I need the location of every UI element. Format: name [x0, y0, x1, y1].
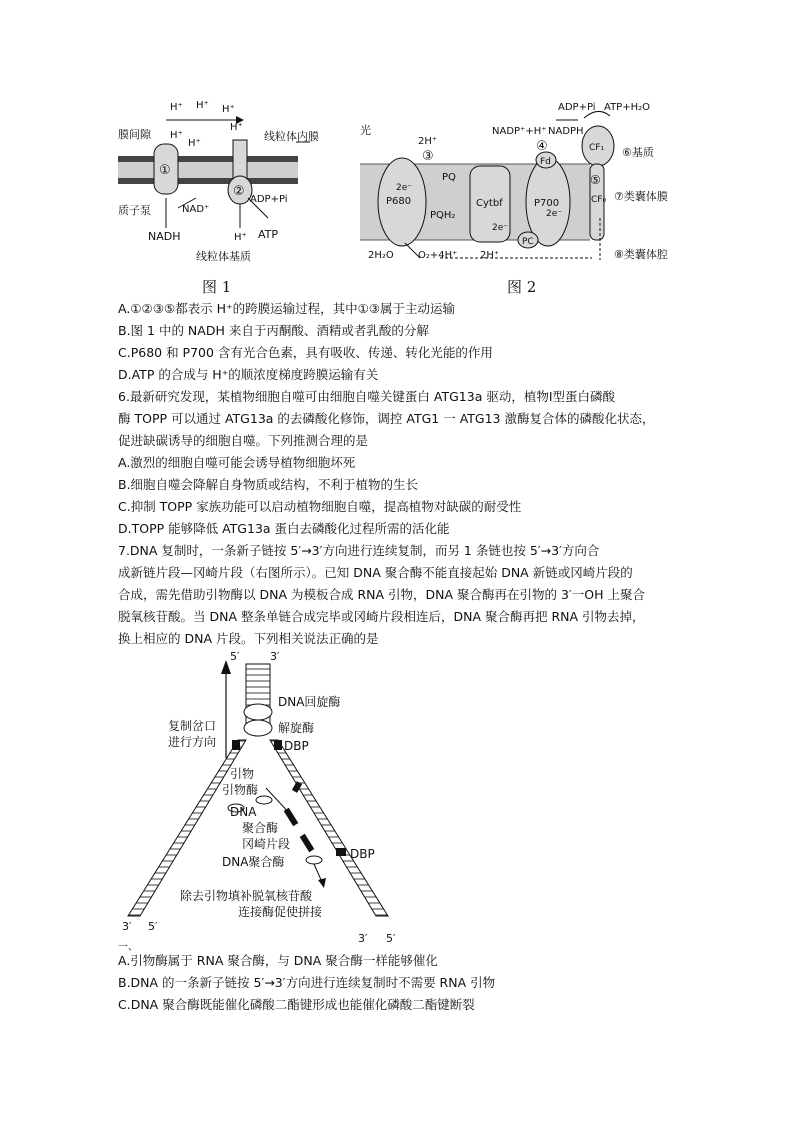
electron-label: 2e⁻: [396, 183, 413, 193]
bottom-right-3-prime: 3′: [358, 932, 368, 945]
top-5-prime: 5′: [230, 650, 240, 663]
q6-option-b: B.细胞自噬会降解自身物质或结构，不利于植物的生长: [118, 477, 419, 492]
p680-label: P680: [386, 196, 412, 207]
adp-label: ADP+Pi: [558, 102, 596, 113]
dbp-label: DBP: [284, 739, 309, 753]
oxygen-label: O₂+4H⁺: [418, 250, 458, 261]
q7-option-a: A.引物酶属于 RNA 聚合酶，与 DNA 聚合酶一样能够催化: [118, 953, 438, 968]
q7-option-c: C.DNA 聚合酶既能催化磷酸二酯键形成也能催化磷酸二酯键断裂: [118, 997, 475, 1012]
primase-label: 引物酶: [222, 783, 259, 797]
fd-label: Fd: [540, 157, 551, 167]
adp-label: ADP+Pi: [250, 194, 288, 205]
fork-direction-label: 进行方向: [168, 735, 217, 749]
water-label: 2H₂O: [368, 250, 394, 261]
polymerase-label: 聚合酶: [242, 821, 279, 835]
h-ion-label: H⁺: [234, 232, 247, 243]
2h-label: 2H⁺: [480, 250, 500, 261]
2h-label: 2H⁺: [418, 136, 438, 147]
dbp-label: DBP: [350, 847, 375, 861]
h-ion-label: H⁺: [170, 102, 183, 113]
q7-stem: 合成，需先借助引物酶以 DNA 为模板合成 RNA 引物，DNA 聚合酶再在引物的 3′一OH 上聚合: [118, 587, 645, 602]
figure-1-caption: 图 1: [202, 278, 232, 296]
bottom-left-3-prime: 3′: [122, 920, 132, 933]
pc-label: PC: [522, 237, 534, 247]
q7-stem: 7.DNA 复制时，一条新子链按 5′→3′方向进行连续复制，而另 1 条链也按 5′→3′方向合: [118, 543, 600, 558]
atp-label: ATP+H₂O: [604, 102, 650, 113]
nadh-label: NADH: [148, 230, 181, 243]
pqh2-label: PQH₂: [430, 210, 456, 221]
q5-option-d: D.ATP 的合成与 H⁺的顺浓度梯度跨膜运输有关: [118, 367, 379, 382]
cf1-label: CF₁: [589, 143, 605, 153]
dna-polymerase-label: DNA聚合酶: [222, 855, 285, 869]
q6-stem: 促进缺碳诱导的细胞自噬。下列推测合理的是: [118, 433, 369, 448]
remove-primer-label: 除去引物填补脱氧核苷酸: [180, 889, 313, 903]
ligase-label: 连接酶促使拼接: [238, 905, 323, 919]
h-ion-label: H⁺: [188, 138, 201, 149]
step-3-label: ③: [422, 149, 434, 164]
thylakoid-membrane-label: ⑦类囊体膜: [614, 190, 668, 203]
figure-2-thylakoid-membrane: [360, 98, 680, 278]
q7-option-b: B.DNA 的一条新子链按 5′→3′方向进行连续复制时不需要 RNA 引物: [118, 975, 496, 990]
matrix-label: 线粒体基质: [196, 250, 251, 263]
figure-2-caption: 图 2: [507, 278, 537, 296]
h-ion-label: H⁺: [170, 130, 183, 141]
inner-membrane-label: 线粒体内膜: [264, 130, 319, 143]
q5-option-b: B.图 1 中的 NADH 来自于丙酮酸、酒精或者乳酸的分解: [118, 323, 429, 338]
step-5-label: ⑤: [590, 173, 601, 187]
cytbf-label: Cytbf: [476, 198, 503, 209]
okazaki-label: 冈崎片段: [242, 837, 291, 851]
top-3-prime: 3′: [270, 650, 280, 663]
step-4-label: ④: [536, 139, 548, 154]
thylakoid-lumen-label: ⑧类囊体腔: [614, 248, 668, 261]
h-ion-label: H⁺: [196, 100, 209, 111]
nad-label: NAD⁺: [182, 204, 210, 215]
h-ion-label: H⁺: [222, 104, 235, 115]
bottom-left-5-prime: 5′: [148, 920, 158, 933]
atp-label: ATP: [258, 228, 279, 241]
q6-option-a: A.激烈的细胞自噬可能会诱导植物细胞坏死: [118, 455, 356, 470]
q6-stem: 酶 TOPP 可以通过 ATG13a 的去磷酸化修饰，调控 ATG1 一 ATG13 激酶复合体的磷酸化状态，: [118, 411, 655, 426]
light-label: 光: [360, 124, 371, 137]
protein-1-label: ①: [159, 163, 171, 178]
bottom-right-5-prime: 5′: [386, 932, 396, 945]
pq-label: PQ: [442, 172, 456, 183]
q6-option-c: C.抑制 TOPP 家族功能可以启动植物细胞自噬，提高植物对缺碳的耐受性: [118, 499, 522, 514]
dna-gyrase-label: DNA回旋酶: [278, 695, 341, 709]
protein-2-label: ②: [233, 184, 245, 199]
q6-option-d: D.TOPP 能够降低 ATG13a 蛋白去磷酸化过程所需的活化能: [118, 521, 450, 536]
intermembrane-space-label: 膜间隙: [118, 128, 151, 141]
h-ion-label: H⁺: [230, 122, 243, 133]
cf0-label: CF₀: [591, 195, 607, 205]
fork-direction-label: 复制岔口: [168, 719, 217, 733]
primer-label: 引物: [230, 767, 255, 781]
stray-mark: 一、: [118, 942, 138, 953]
p700-label: P700: [534, 198, 560, 209]
electron-label: 2e⁻: [546, 209, 563, 219]
q7-stem: 成新链片段—冈崎片段（右图所示）。已知 DNA 聚合酶不能直接起始 DNA 新链或冈崎片段的: [118, 565, 633, 580]
q5-option-a: A.①②③⑤都表示 H⁺的跨膜运输过程，其中①③属于主动运输: [118, 301, 456, 316]
q7-stem: 换上相应的 DNA 片段。下列相关说法正确的是: [118, 631, 379, 646]
q7-stem: 脱氧核苷酸。当 DNA 整条单链合成完毕或冈崎片段相连后，DNA 聚合酶再把 RNA 引物去掉，: [118, 609, 645, 624]
dna-label: DNA: [230, 805, 257, 819]
q6-stem: 6.最新研究发现，某植物细胞自噬可由细胞自噬关键蛋白 ATG13a 驱动，植物Ⅰ型蛋白磷酸: [118, 389, 616, 404]
helicase-label: 解旋酶: [278, 721, 315, 735]
proton-pump-label: 质子泵: [118, 204, 151, 217]
figure-1-mitochondrial-membrane: [118, 98, 348, 298]
electron-label: 2e⁻: [492, 223, 509, 233]
figure-replication-fork: [118, 648, 418, 948]
nadph-label: NADPH: [548, 126, 584, 137]
q5-option-c: C.P680 和 P700 含有光合色素，具有吸收、传递、转化光能的作用: [118, 345, 493, 360]
nadp-label: NADP⁺+H⁺: [492, 126, 547, 137]
stroma-label: ⑥基质: [622, 146, 654, 159]
